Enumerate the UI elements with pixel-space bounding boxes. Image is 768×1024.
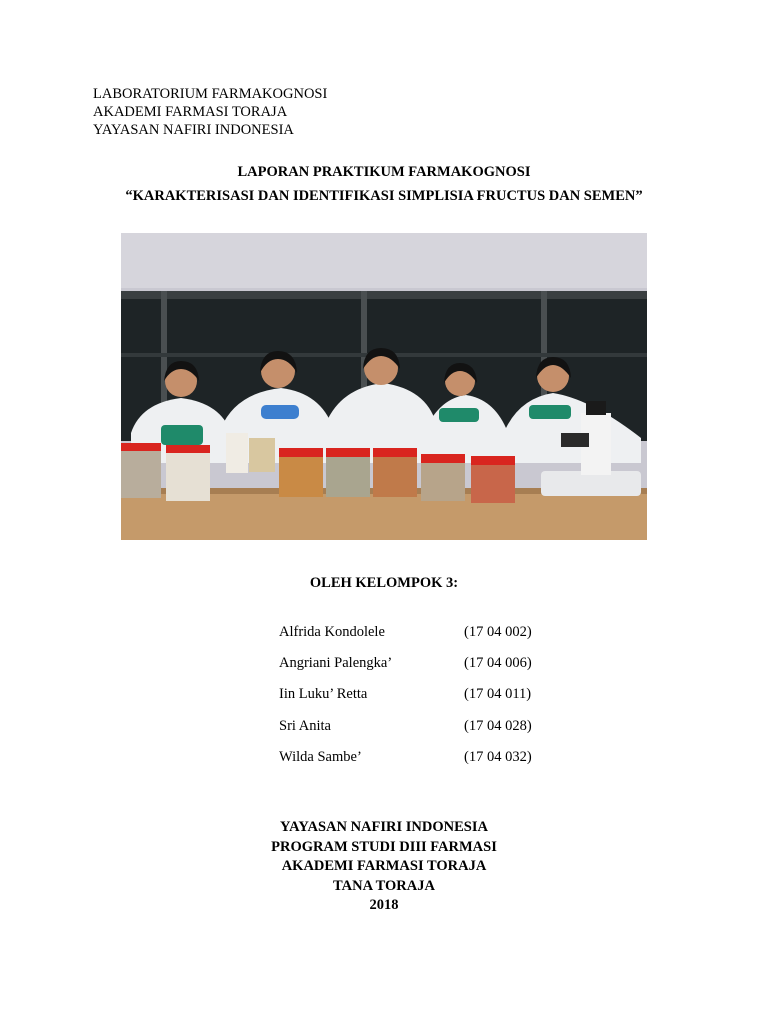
member-name: Sri Anita [279, 717, 331, 734]
group-heading: OLEH KELOMPOK 3: [309, 575, 459, 591]
report-title: LAPORAN PRAKTIKUM FARMAKOGNOSI [237, 164, 531, 180]
footer-line-location: TANA TORAJA [333, 877, 435, 894]
header-line-foundation: YAYASAN NAFIRI INDONESIA [93, 122, 294, 138]
footer-line-year: 2018 [369, 897, 399, 913]
footer-block [0, 818, 768, 916]
list-item [279, 655, 579, 686]
member-nim: (17 04 032) [464, 748, 532, 765]
member-name: Angriani Palengka’ [279, 655, 393, 672]
list-item [279, 718, 579, 749]
footer-line-program: PROGRAM STUDI DIII FARMASI [271, 838, 497, 855]
member-list [279, 624, 579, 780]
member-name: Alfrida Kondolele [279, 624, 385, 640]
list-item [279, 624, 579, 655]
header-line-lab: LABORATORIUM FARMAKOGNOSI [93, 86, 328, 102]
list-item [279, 686, 579, 717]
report-title-block [0, 160, 768, 208]
member-name: Wilda Sambe’ [279, 748, 362, 765]
group-photo-illustration [121, 233, 647, 540]
report-subtitle: “KARAKTERISASI DAN IDENTIFIKASI SIMPLISIA FRUCTUS DAN SEMEN” [125, 188, 643, 204]
member-nim: (17 04 006) [464, 655, 532, 672]
institution-header [93, 85, 327, 139]
list-item [279, 749, 579, 780]
member-nim: (17 04 002) [464, 624, 532, 640]
footer-line-academy: AKADEMI FARMASI TORAJA [281, 858, 487, 874]
header-line-academy: AKADEMI FARMASI TORAJA [93, 104, 288, 120]
footer-line-foundation: YAYASAN NAFIRI INDONESIA [280, 819, 488, 835]
member-nim: (17 04 028) [464, 717, 532, 734]
group-photo [121, 233, 647, 540]
member-name: Iin Luku’ Retta [279, 686, 368, 703]
member-nim: (17 04 011) [464, 686, 532, 703]
